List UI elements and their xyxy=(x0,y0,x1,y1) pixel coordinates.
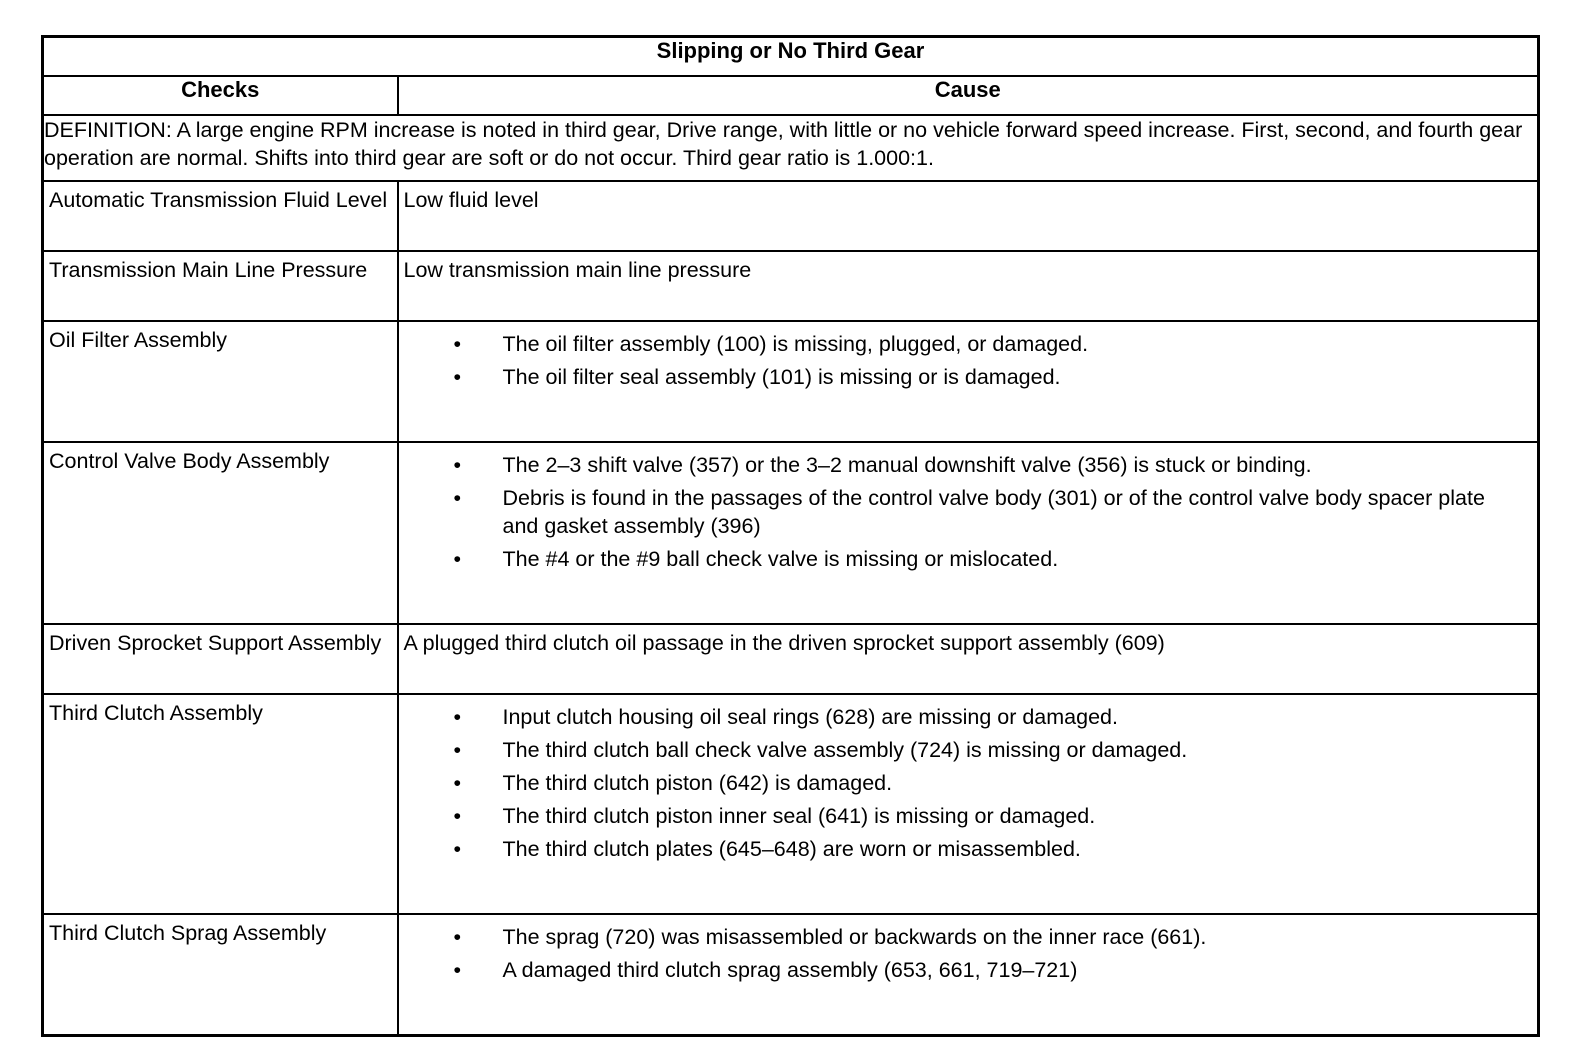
cause-cell xyxy=(398,694,1539,914)
cause-list xyxy=(399,703,1498,863)
cause-cell: A plugged third clutch oil passage in the driven sprocket support assembly (609) xyxy=(398,624,1539,694)
cause-cell: Low fluid level xyxy=(398,181,1539,251)
table-row xyxy=(43,251,1539,321)
check-cell: Automatic Transmission Fluid Level xyxy=(43,181,398,251)
bullet-icon: • xyxy=(453,547,462,571)
table-title: Slipping or No Third Gear xyxy=(43,37,1539,77)
bullet-icon: • xyxy=(453,332,462,356)
table-title-row xyxy=(43,37,1539,77)
check-cell: Third Clutch Assembly xyxy=(43,694,398,914)
bullet-icon: • xyxy=(453,453,462,477)
cause-list xyxy=(399,923,1498,984)
bullet-icon: • xyxy=(453,958,462,982)
cause-list xyxy=(399,330,1498,391)
list-item xyxy=(399,956,1498,984)
table-row xyxy=(43,624,1539,694)
header-cause: Cause xyxy=(398,76,1539,115)
list-item xyxy=(399,802,1498,830)
cause-cell xyxy=(398,442,1539,624)
cause-cell: Low transmission main line pressure xyxy=(398,251,1539,321)
cause-text: The third clutch plates (645–648) are worn or misassembled. xyxy=(502,837,1081,861)
bullet-icon: • xyxy=(453,925,462,949)
check-cell: Third Clutch Sprag Assembly xyxy=(43,914,398,1036)
check-cell: Driven Sprocket Support Assembly xyxy=(43,624,398,694)
cause-text: Debris is found in the passages of the control valve body (301) or of the control valve body spacer plate and gasket assembly (396) xyxy=(502,486,1485,538)
diagnostic-table xyxy=(41,35,1540,1037)
check-cell: Control Valve Body Assembly xyxy=(43,442,398,624)
cause-text: The third clutch ball check valve assembly (724) is missing or damaged. xyxy=(502,738,1188,762)
list-item xyxy=(399,923,1498,951)
header-checks: Checks xyxy=(43,76,398,115)
cause-text: The 2–3 shift valve (357) or the 3–2 manual downshift valve (356) is stuck or binding. xyxy=(502,453,1312,477)
list-item xyxy=(399,835,1498,863)
cause-text: The #4 or the #9 ball check valve is missing or mislocated. xyxy=(502,547,1059,571)
table-row xyxy=(43,181,1539,251)
list-item xyxy=(399,703,1498,731)
bullet-icon: • xyxy=(453,486,462,510)
cause-text: The third clutch piston (642) is damaged. xyxy=(502,771,893,795)
cause-text: Input clutch housing oil seal rings (628) are missing or damaged. xyxy=(502,705,1118,729)
bullet-icon: • xyxy=(453,705,462,729)
cause-text: A damaged third clutch sprag assembly (653, 661, 719–721) xyxy=(502,958,1078,982)
list-item xyxy=(399,330,1498,358)
list-item xyxy=(399,363,1498,391)
definition-row xyxy=(43,115,1539,181)
list-item xyxy=(399,769,1498,797)
bullet-icon: • xyxy=(453,837,462,861)
cause-text: The oil filter seal assembly (101) is missing or is damaged. xyxy=(502,365,1061,389)
check-cell: Transmission Main Line Pressure xyxy=(43,251,398,321)
table-row xyxy=(43,442,1539,624)
list-item xyxy=(399,451,1498,479)
cause-text: The sprag (720) was misassembled or backwards on the inner race (661). xyxy=(502,925,1207,949)
bullet-icon: • xyxy=(453,804,462,828)
cause-text: The third clutch piston inner seal (641) is missing or damaged. xyxy=(502,804,1096,828)
table-row xyxy=(43,321,1539,442)
check-cell: Oil Filter Assembly xyxy=(43,321,398,442)
bullet-icon: • xyxy=(453,365,462,389)
bullet-icon: • xyxy=(453,738,462,762)
cause-text: The oil filter assembly (100) is missing, plugged, or damaged. xyxy=(502,332,1089,356)
list-item xyxy=(399,736,1498,764)
list-item xyxy=(399,545,1498,573)
table-row xyxy=(43,694,1539,914)
cause-list xyxy=(399,451,1498,573)
table-header-row xyxy=(43,76,1539,115)
cause-cell xyxy=(398,321,1539,442)
list-item xyxy=(399,484,1498,540)
table-row xyxy=(43,914,1539,1036)
cause-cell xyxy=(398,914,1539,1036)
bullet-icon: • xyxy=(453,771,462,795)
definition-text: DEFINITION: A large engine RPM increase is noted in third gear, Drive range, with little or no vehicle forward speed increase. First, second, and fourth gear operation are normal. Shifts into third gear are soft or do not occur. Third gear ratio is 1.000:1. xyxy=(43,115,1539,181)
